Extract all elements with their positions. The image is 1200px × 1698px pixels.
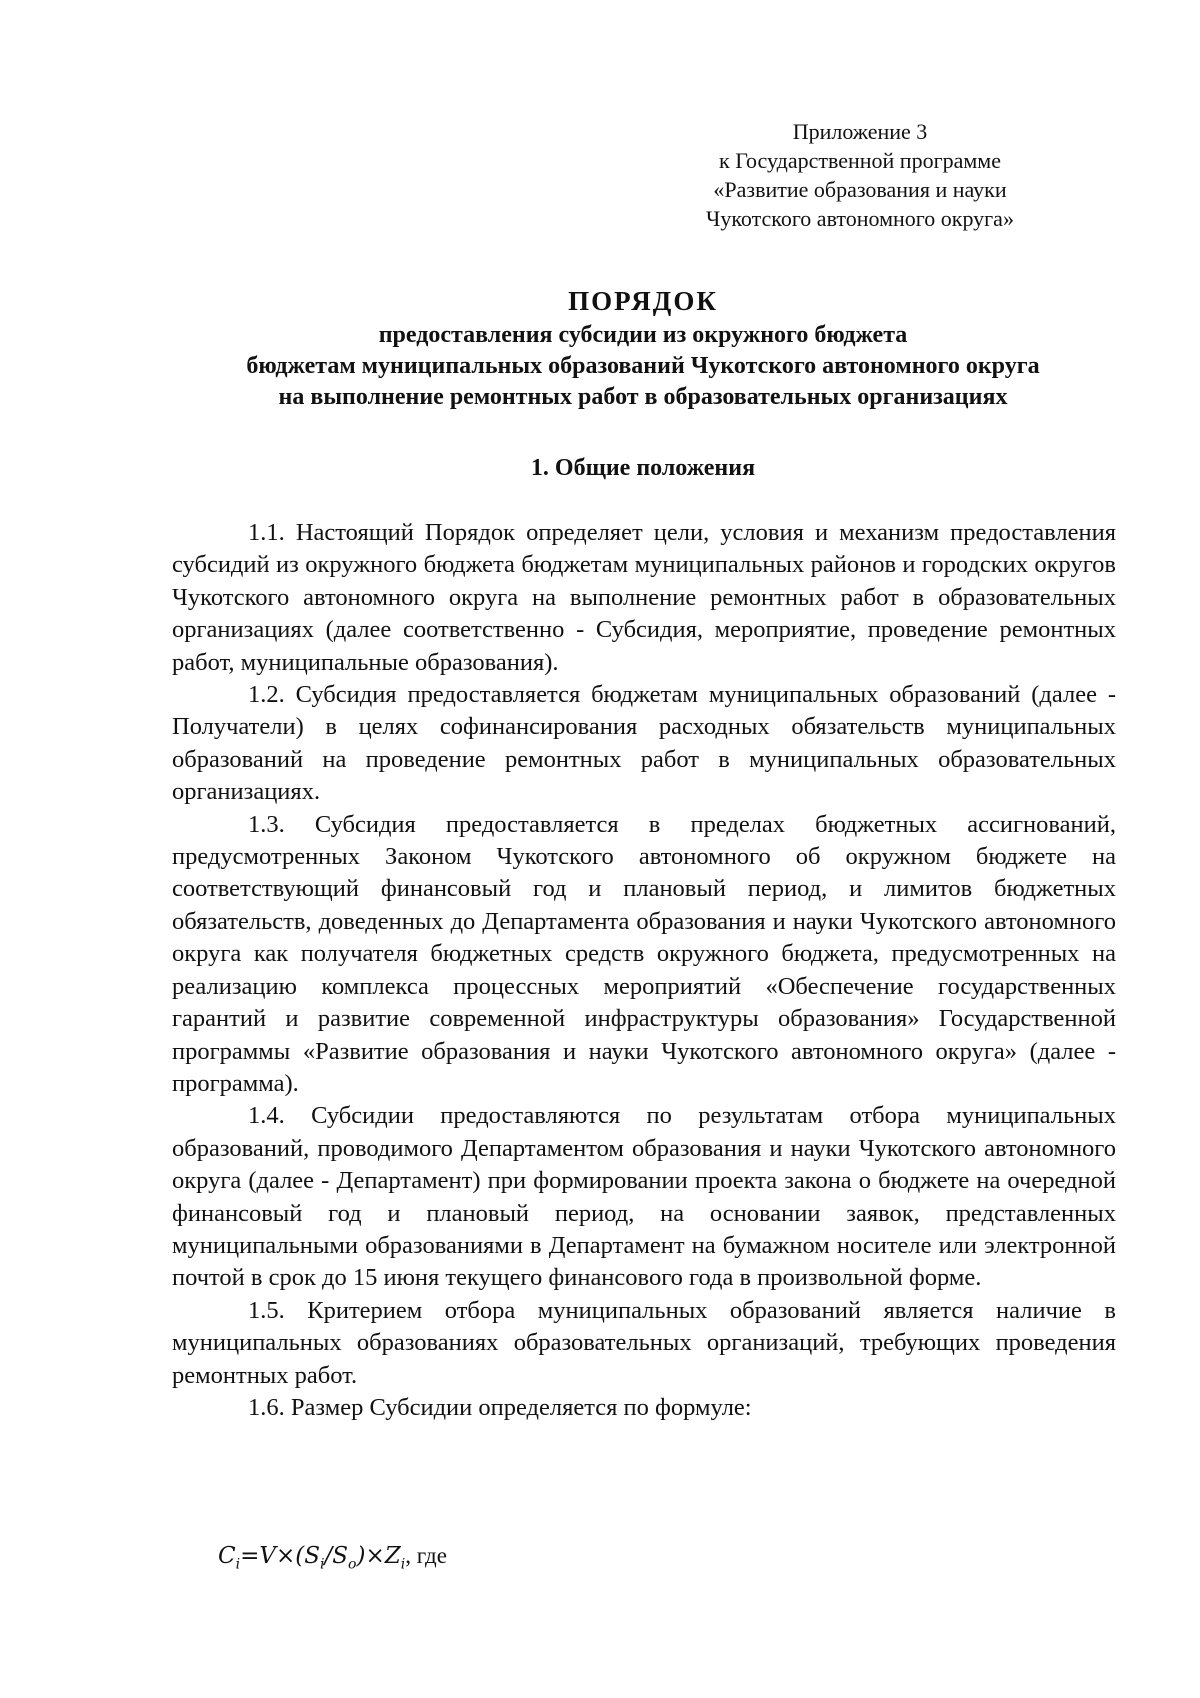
title-main: ПОРЯДОК (568, 286, 718, 316)
title-line: предоставления субсидии из окружного бюджета (378, 322, 908, 348)
paragraph-1-1: 1.1. Настоящий Порядок определяет цели, условия и механизм предоставления субсидий из окружного бюджета бюджетам муниципальных районов и городских округов Чукотского автономного округа на выполнение ремонтных работ в образовательных организациях (далее соответственно - Субсидия, мероприятие, проведение ремонтных работ, муниципальные образования). (172, 519, 1116, 676)
subsidy-formula (218, 1540, 447, 1581)
formula-expression: $C_i=V\times(S_i/S_o)\times Z_i$ (218, 1543, 406, 1573)
paragraph-1-6: 1.6. Размер Субсидии определяется по формуле: (248, 1393, 752, 1421)
appendix-note (690, 117, 1030, 233)
appendix-line: к Государственной программе (719, 148, 1001, 173)
appendix-line: «Развитие образования и науки (713, 177, 1007, 202)
appendix-line: Чукотского автономного округа» (706, 206, 1014, 231)
title-line: на выполнение ремонтных работ в образовательных организациях (278, 384, 1008, 410)
paragraph-1-4: 1.4. Субсидии предоставляются по результатам отбора муниципальных образований, проводимого Департаментом образования и науки Чукотского автономного округа (далее - Департамент) при формировании проекта закона о бюджете на очередной финансовый год и плановый период, на основании заявок, представленных муниципальными образованиями в Департамент на бумажном носителе или электронной почтой в срок до 15 июня текущего финансового года в произвольной форме. (172, 1102, 1116, 1292)
paragraph-1-5: 1.5. Критерием отбора муниципальных образований является наличие в муниципальных образованиях образовательных организаций, требующих проведения ремонтных работ. (172, 1296, 1116, 1389)
section-body (172, 517, 1116, 1424)
appendix-line: Приложение 3 (792, 119, 928, 144)
title-line: бюджетам муниципальных образований Чукотского автономного округа (246, 353, 1040, 379)
document-title (170, 282, 1116, 413)
paragraph-1-3: 1.3. Субсидия предоставляется в пределах бюджетных ассигнований, предусмотренных Законом Чукотского автономного об окружном бюджете на соответствующий финансовый год и плановый период, и лимитов бюджетных обязательств, доведенных до Департамента образования и науки Чукотского автономного округа как получателя бюджетных средств окружного бюджета, предусмотренных на реализацию комплекса процессных мероприятий «Обеспечение государственных гарантий и развитие современной инфраструктуры образования» Государственной программы «Развитие образования и науки Чукотского автономного округа» (далее - программа). (172, 810, 1116, 1097)
section-heading: 1. Общие положения (530, 455, 756, 481)
formula-suffix: , где (405, 1543, 447, 1568)
paragraph-1-2: 1.2. Субсидия предоставляется бюджетам муниципальных образований (далее - Получатели) в целях софинансирования расходных обязательств муниципальных образований на проведение ремонтных работ в муниципальных образовательных организациях. (172, 681, 1116, 806)
